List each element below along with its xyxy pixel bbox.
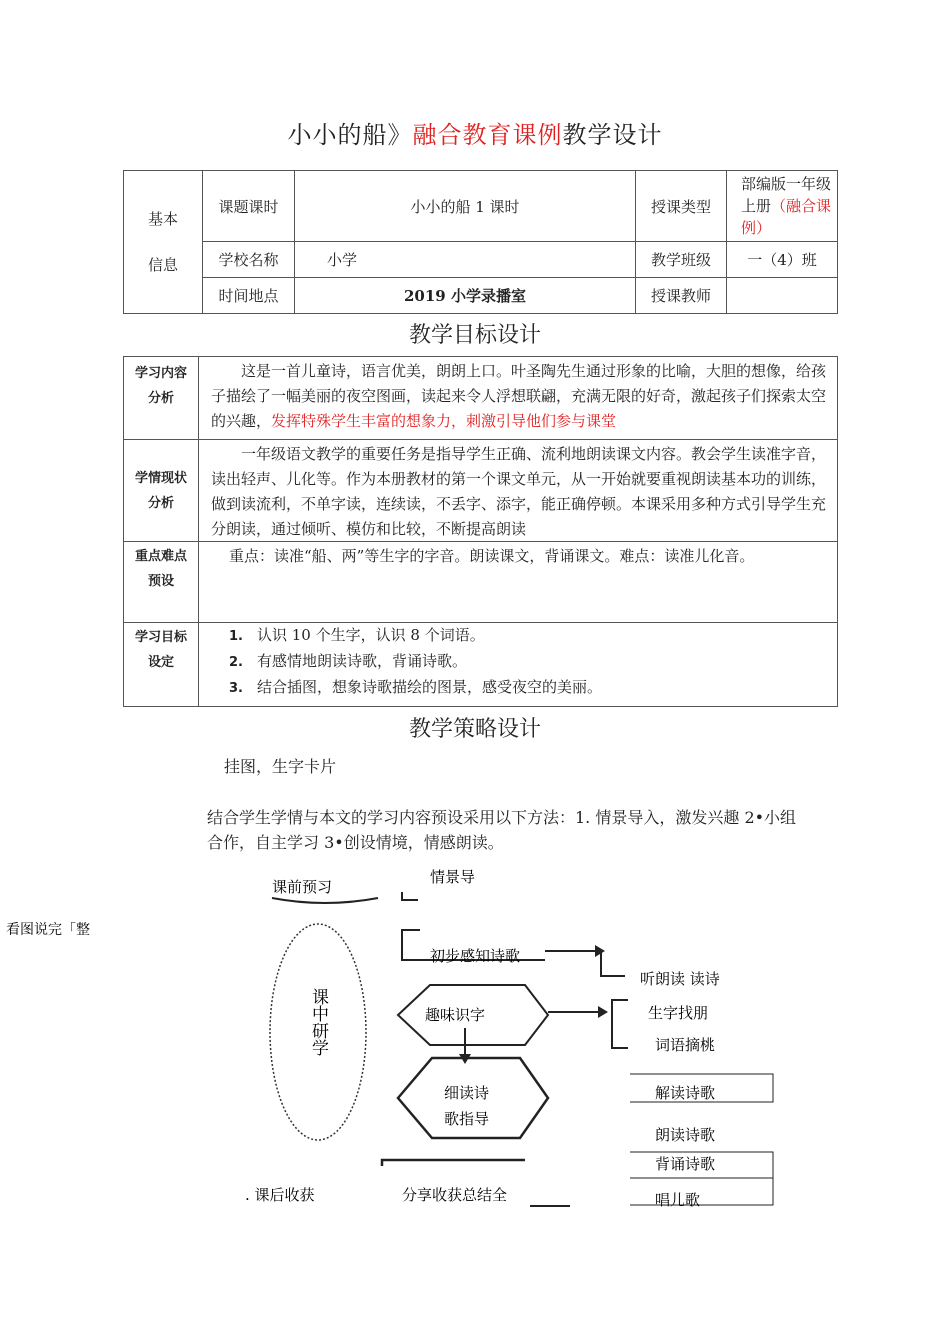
word-pick-label: 词语摘桃: [655, 1036, 716, 1054]
first-read-label: 初步感知诗歌: [430, 947, 521, 965]
basic-info-label: 基本 信息: [124, 171, 203, 314]
objectives-list: [199, 623, 838, 707]
listen-read-label: 听朗读 读诗: [640, 970, 720, 988]
class-value: 一（4）班: [727, 242, 838, 278]
share-label: 分享收获总结全: [402, 1186, 508, 1204]
sing-box: [630, 1178, 773, 1205]
course-value: 小小的船 1 课时: [295, 171, 636, 242]
course-label: 课题课时: [203, 171, 295, 242]
arrow-head-icon: [598, 1006, 608, 1018]
goals-heading: 教学目标设计: [408, 323, 541, 348]
memorize-label: 背诵诗歌: [655, 1155, 716, 1173]
sing-label: 唱儿歌: [655, 1191, 701, 1209]
type-value: 部编版一年级上册（融合课例）: [727, 171, 838, 242]
interpret-label: 解读诗歌: [655, 1084, 716, 1102]
flow-diagram: [0, 860, 950, 1220]
recite-aloud-label: 朗读诗歌: [655, 1126, 716, 1144]
scene-label: 情景导: [430, 868, 476, 886]
student-analysis-label: 学情现状 分析: [124, 440, 199, 542]
fun-literacy-label: 趣味识字: [425, 1006, 486, 1024]
left-note: 看图说完「整: [6, 922, 90, 938]
preview-arc: [272, 898, 378, 903]
key-points-label: 重点难点 预设: [124, 542, 199, 623]
content-analysis-label: 学习内容 分析: [124, 357, 199, 440]
objectives-label: 学习目标 设定: [124, 623, 199, 707]
goals-table: [123, 356, 838, 707]
time-place-label: 时间地点: [203, 278, 295, 314]
objective-item: 3. 结合插图，想象诗歌描绘的图景，感受夜空的美丽。: [229, 678, 603, 696]
materials-text: 挂图，生字卡片: [224, 757, 337, 776]
key-points-text: 重点：读准“船、两”等生字的字音。朗读课文，背诵课文。难点：读准儿化音。: [199, 542, 838, 623]
time-place-value: 2019 小学录播室: [295, 278, 636, 314]
school-label: 学校名称: [203, 242, 295, 278]
page-title: 小小的船》融合教育课例教学设计: [287, 121, 663, 149]
teacher-label: 授课教师: [636, 278, 727, 314]
school-value: 小学: [295, 242, 636, 278]
listen-bracket: [601, 951, 625, 976]
share-bracket: [382, 1160, 525, 1166]
read-guide-label-1: 细读诗: [444, 1084, 490, 1102]
objective-item: 2. 有感情地朗读诗歌，背诵诗歌。: [229, 652, 468, 670]
class-label: 教学班级: [636, 242, 727, 278]
literacy-bracket: [612, 1000, 628, 1048]
preview-label: 课前预习: [272, 878, 333, 896]
new-words-label: 生字找朋: [648, 1004, 709, 1022]
teacher-value: [727, 278, 838, 314]
in-class-label: 课中研学: [308, 988, 328, 1056]
after-class-label: . 课后收获: [245, 1186, 315, 1204]
method-text: 结合学生学情与本文的学习内容预设采用以下方法：1. 情景导入，激发兴趣 2•小组 合作，自主学习 3•创设情境，情感朗读。: [207, 808, 797, 852]
type-label: 授课类型: [636, 171, 727, 242]
basic-info-table: [123, 170, 838, 314]
read-guide-label-2: 歌指导: [444, 1110, 490, 1128]
student-analysis-text: 一年级语文教学的重要任务是指导学生正确、流利地朗读课文内容。教会学生读准字音，读出轻声、儿化等。作为本册教材的第一个课文单元，从一开始就要重视朗读基本功的训练，做到读流利，不单字读，连续读，不丢字、添字，能正确停顿。本课采用多种方式引导学生充分朗读，通过倾听、模仿和比较，不断提高朗读: [199, 440, 838, 542]
scene-bracket: [402, 892, 418, 900]
objective-item: 1. 认识 10 个生字，认识 8 个词语。: [229, 626, 485, 644]
content-analysis-text: 这是一首儿童诗，语言优美，朗朗上口。叶圣陶先生通过形象的比喻，大胆的想像，给孩子描绘了一幅美丽的夜空图画，读起来令人浮想联翩，充满无限的好奇，激起孩子们探索太空的兴趣，发挥特殊学生丰富的想象力，刺激引导他们参与课堂: [199, 357, 838, 440]
strategy-heading: 教学策略设计: [408, 717, 541, 742]
